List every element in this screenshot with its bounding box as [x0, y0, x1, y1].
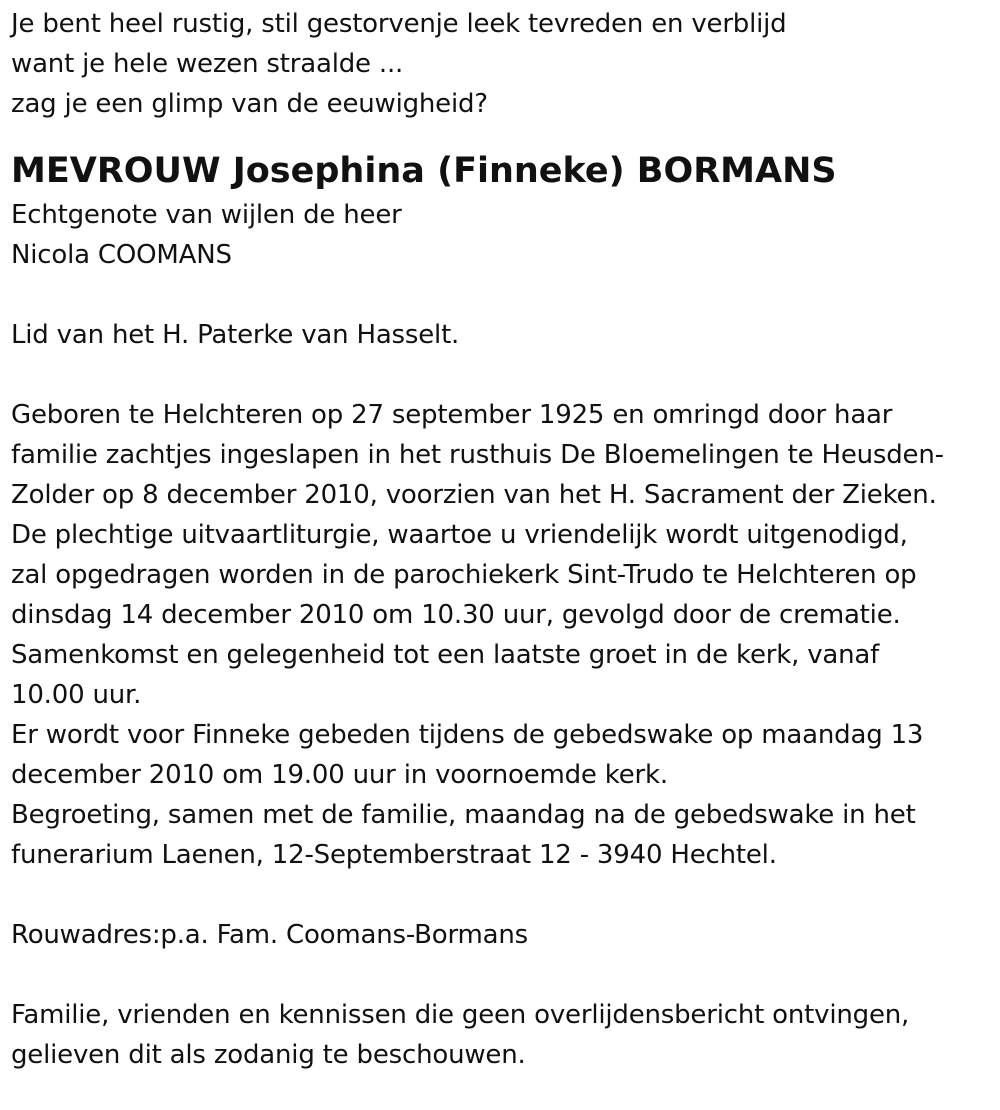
- closing-line: Familie, vrienden en kennissen die geen overlijdensbericht ontvingen,: [11, 1000, 910, 1030]
- announcement-line: december 2010 om 19.00 uur in voornoemde kerk.: [11, 760, 668, 790]
- announcement-block: [11, 395, 996, 875]
- spouse-line: Nicola COOMANS: [11, 240, 232, 270]
- announcement-line: Begroeting, samen met de familie, maandag na de gebedswake in het: [11, 800, 916, 830]
- announcement-line: Zolder op 8 december 2010, voorzien van het H. Sacrament der Zieken.: [11, 480, 937, 510]
- poem-line: Je bent heel rustig, stil gestorvenje leek tevreden en verblijd: [11, 9, 787, 39]
- announcement-line: De plechtige uitvaartliturgie, waartoe u vriendelijk wordt uitgenodigd,: [11, 520, 908, 550]
- poem-line: zag je een glimp van de eeuwigheid?: [11, 89, 488, 119]
- closing-line: gelieven dit als zodanig te beschouwen.: [11, 1040, 526, 1070]
- obituary-notice: [11, 4, 996, 1075]
- closing-block: [11, 995, 996, 1075]
- spouse-block: [11, 195, 996, 275]
- announcement-line: familie zachtjes ingeslapen in het rusthuis De Bloemelingen te Heusden-: [11, 440, 944, 470]
- announcement-line: funerarium Laenen, 12-Septemberstraat 12 - 3940 Hechtel.: [11, 840, 777, 870]
- announcement-line: Samenkomst en gelegenheid tot een laatste groet in de kerk, vanaf: [11, 640, 880, 670]
- mourning-address: Rouwadres:p.a. Fam. Coomans-Bormans: [11, 920, 528, 950]
- deceased-name: MEVROUW Josephina (Finneke) BORMANS: [11, 151, 837, 191]
- announcement-line: zal opgedragen worden in de parochiekerk Sint-Trudo te Helchteren op: [11, 560, 917, 590]
- spouse-line: Echtgenote van wijlen de heer: [11, 200, 402, 230]
- announcement-line: dinsdag 14 december 2010 om 10.30 uur, gevolgd door de crematie.: [11, 600, 901, 630]
- announcement-line: 10.00 uur.: [11, 680, 142, 710]
- announcement-line: Geboren te Helchteren op 27 september 1925 en omringd door haar: [11, 400, 893, 430]
- poem-line: want je hele wezen straalde ...: [11, 49, 404, 79]
- poem-block: [11, 4, 996, 124]
- announcement-line: Er wordt voor Finneke gebeden tijdens de gebedswake op maandag 13: [11, 720, 924, 750]
- membership-text: Lid van het H. Paterke van Hasselt.: [11, 320, 460, 350]
